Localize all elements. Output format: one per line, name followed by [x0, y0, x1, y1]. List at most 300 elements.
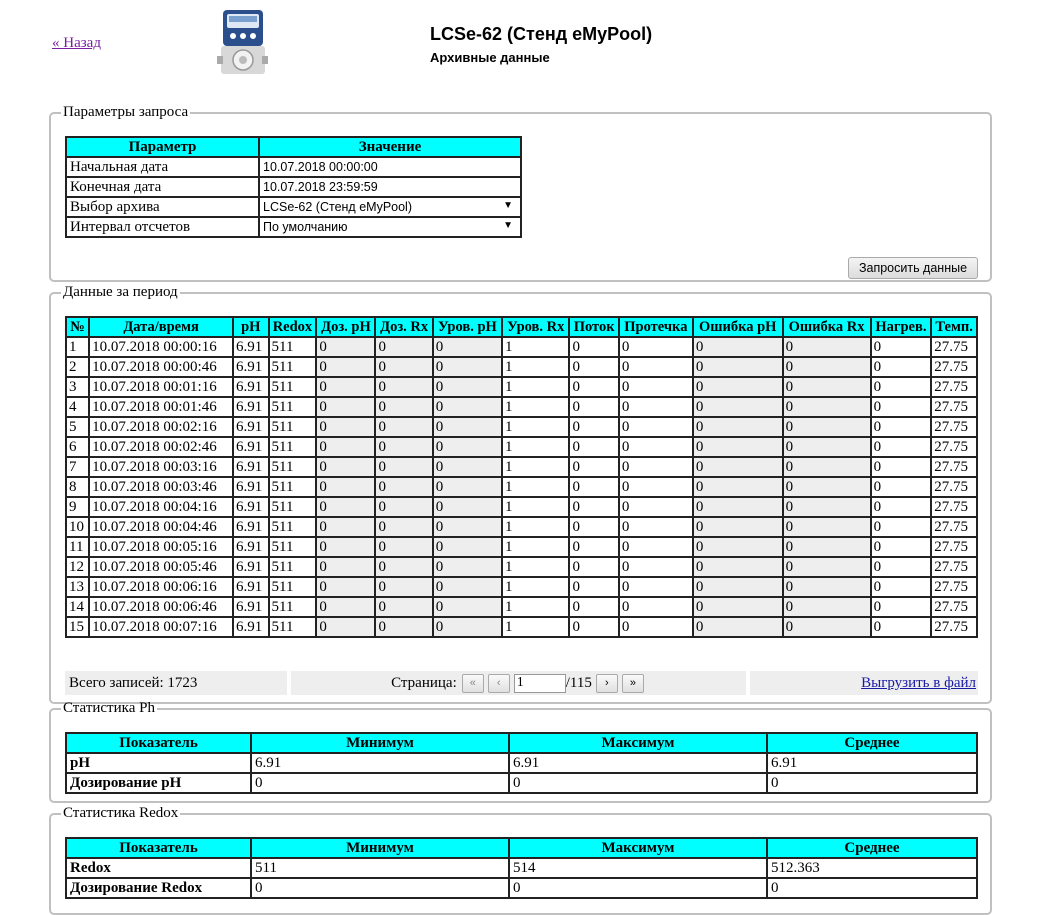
table-cell: 0 — [619, 477, 693, 497]
table-cell: 511 — [269, 517, 317, 537]
table-cell: 10.07.2018 00:07:16 — [89, 617, 233, 637]
first-page-button[interactable]: « — [462, 674, 484, 693]
table-cell: 0 — [871, 557, 932, 577]
table-cell: 0 — [693, 617, 783, 637]
table-cell: 0 — [619, 357, 693, 377]
table-cell: 0 — [619, 457, 693, 477]
column-header: Минимум — [251, 733, 509, 753]
table-cell: 0 — [375, 357, 432, 377]
table-cell: 0 — [433, 457, 502, 477]
table-cell: 6.91 — [233, 357, 269, 377]
table-cell: 0 — [316, 377, 375, 397]
table-cell: 1 — [502, 597, 569, 617]
table-cell: 1 — [502, 617, 569, 637]
table-row — [66, 537, 977, 557]
table-cell: 0 — [693, 417, 783, 437]
table-cell: 0 — [433, 437, 502, 457]
table-cell: 6.91 — [233, 517, 269, 537]
table-cell: 10.07.2018 00:03:46 — [89, 477, 233, 497]
table-cell: 6.91 — [233, 617, 269, 637]
select-value: LCSe-62 (Стенд eMyPool) — [263, 200, 412, 214]
dropdown-arrow-icon: ▼ — [503, 220, 513, 231]
table-cell: 0 — [871, 497, 932, 517]
table-row — [66, 337, 977, 357]
table-row — [66, 437, 977, 457]
page-number-input[interactable] — [514, 674, 566, 693]
table-row — [66, 377, 977, 397]
table-cell: 0 — [783, 437, 871, 457]
column-header: Среднее — [767, 733, 977, 753]
table-cell: 511 — [269, 597, 317, 617]
page-title: LCSe-62 (Стенд eMyPool) — [430, 24, 653, 44]
table-row — [66, 417, 977, 437]
export-file-link[interactable]: Выгрузить в файл — [861, 675, 976, 691]
table-cell: 10.07.2018 00:02:46 — [89, 437, 233, 457]
table-cell: 10.07.2018 00:05:16 — [89, 537, 233, 557]
column-header: Показатель — [66, 733, 251, 753]
table-cell: 0 — [375, 377, 432, 397]
table-cell: 0 — [619, 557, 693, 577]
table-cell: 511 — [269, 357, 317, 377]
table-cell: 0 — [767, 878, 977, 898]
table-cell: Redox — [66, 858, 251, 878]
table-cell: 0 — [433, 557, 502, 577]
ph-stats-panel — [49, 700, 992, 803]
table-cell: 27.75 — [931, 437, 977, 457]
table-cell: 10.07.2018 00:04:16 — [89, 497, 233, 517]
table-cell: 9 — [66, 497, 89, 517]
table-cell: 27.75 — [931, 377, 977, 397]
table-cell: 0 — [316, 577, 375, 597]
table-cell: 27.75 — [931, 397, 977, 417]
table-cell: 0 — [693, 517, 783, 537]
table-cell: 0 — [693, 357, 783, 377]
table-cell: 0 — [375, 577, 432, 597]
table-cell: 0 — [783, 617, 871, 637]
table-cell: 0 — [433, 497, 502, 517]
table-cell: 27.75 — [931, 477, 977, 497]
table-cell: 0 — [375, 417, 432, 437]
table-cell: 0 — [693, 537, 783, 557]
table-cell: 0 — [316, 457, 375, 477]
table-cell: 10.07.2018 00:01:16 — [89, 377, 233, 397]
table-cell: 511 — [269, 337, 317, 357]
table-cell: 27.75 — [931, 357, 977, 377]
table-cell: 0 — [783, 417, 871, 437]
table-cell: 13 — [66, 577, 89, 597]
column-header: Показатель — [66, 838, 251, 858]
table-cell: 1 — [502, 577, 569, 597]
table-cell: 0 — [375, 437, 432, 457]
table-cell: 0 — [375, 597, 432, 617]
table-cell: 10.07.2018 00:06:46 — [89, 597, 233, 617]
table-cell: 0 — [783, 577, 871, 597]
table-cell: 6.91 — [233, 477, 269, 497]
period-data-panel — [49, 284, 992, 704]
table-cell: 0 — [375, 517, 432, 537]
table-cell: 27.75 — [931, 517, 977, 537]
table-row — [66, 753, 977, 773]
table-cell: 511 — [269, 377, 317, 397]
table-cell: 0 — [619, 377, 693, 397]
table-cell: 6.91 — [509, 753, 767, 773]
table-row — [66, 517, 977, 537]
table-cell: 0 — [316, 357, 375, 377]
table-cell: 0 — [693, 437, 783, 457]
table-cell: 0 — [783, 377, 871, 397]
table-cell: 0 — [569, 497, 618, 517]
table-cell: 0 — [619, 397, 693, 417]
table-cell: 512.363 — [767, 858, 977, 878]
device-image — [215, 8, 270, 78]
table-cell: 0 — [619, 437, 693, 457]
table-cell: 6.91 — [233, 377, 269, 397]
table-cell: 10.07.2018 00:00:46 — [89, 357, 233, 377]
redox-stats-panel — [49, 805, 992, 915]
request-params-panel — [49, 104, 992, 282]
table-row — [66, 773, 977, 793]
table-cell: 6.91 — [767, 753, 977, 773]
table-cell: 0 — [375, 617, 432, 637]
back-link[interactable]: « Назад — [52, 35, 101, 51]
table-cell: 6.91 — [233, 537, 269, 557]
table-cell: 0 — [316, 597, 375, 617]
table-cell: 27.75 — [931, 617, 977, 637]
table-cell: 0 — [375, 337, 432, 357]
table-cell: 10.07.2018 00:03:16 — [89, 457, 233, 477]
column-header: Уров. pH — [433, 317, 502, 337]
table-cell: 0 — [693, 397, 783, 417]
select-value: По умолчанию — [263, 220, 348, 234]
last-page-button[interactable]: » — [622, 674, 644, 693]
total-records: Всего записей: 1723 — [65, 671, 287, 695]
table-cell: 8 — [66, 477, 89, 497]
param-label: Выбор архива — [66, 197, 259, 217]
table-cell: 0 — [316, 557, 375, 577]
table-cell: 6.91 — [233, 497, 269, 517]
table-row — [66, 577, 977, 597]
table-cell: 0 — [251, 878, 509, 898]
table-cell: 0 — [693, 377, 783, 397]
table-cell: 0 — [251, 773, 509, 793]
table-cell: 0 — [316, 477, 375, 497]
data-table — [65, 316, 978, 638]
table-cell: 0 — [316, 497, 375, 517]
page-subtitle: Архивные данные — [430, 50, 550, 65]
table-cell: 0 — [783, 337, 871, 357]
table-cell: 5 — [66, 417, 89, 437]
column-header: Параметр — [66, 137, 259, 157]
archive-select[interactable] — [259, 197, 521, 217]
table-cell: 0 — [433, 377, 502, 397]
table-cell: 27.75 — [931, 497, 977, 517]
table-cell: 6.91 — [233, 577, 269, 597]
table-cell: 1 — [502, 477, 569, 497]
params-table — [65, 136, 522, 238]
table-cell: 0 — [783, 477, 871, 497]
prev-page-button[interactable]: ‹ — [488, 674, 510, 693]
table-cell: 0 — [619, 497, 693, 517]
table-cell: 12 — [66, 557, 89, 577]
table-cell: 0 — [569, 597, 618, 617]
table-cell: 10.07.2018 00:05:46 — [89, 557, 233, 577]
table-cell: 0 — [316, 417, 375, 437]
table-cell: 6.91 — [233, 557, 269, 577]
table-cell: 27.75 — [931, 537, 977, 557]
table-cell: 0 — [569, 477, 618, 497]
panel-legend: Параметры запроса — [63, 104, 189, 120]
table-cell: 511 — [269, 557, 317, 577]
table-cell: 511 — [269, 457, 317, 477]
table-cell: 2 — [66, 357, 89, 377]
table-cell: 27.75 — [931, 577, 977, 597]
table-cell: 0 — [871, 357, 932, 377]
table-cell: 0 — [316, 397, 375, 417]
table-cell: 511 — [269, 437, 317, 457]
table-cell: 511 — [269, 497, 317, 517]
table-cell: 10.07.2018 00:01:46 — [89, 397, 233, 417]
table-cell: 10.07.2018 00:04:46 — [89, 517, 233, 537]
column-header: Протечка — [619, 317, 693, 337]
table-cell: 0 — [693, 497, 783, 517]
table-cell: 0 — [619, 597, 693, 617]
table-cell: 10 — [66, 517, 89, 537]
dropdown-arrow-icon: ▼ — [503, 200, 513, 211]
table-cell: 1 — [502, 537, 569, 557]
table-row — [66, 397, 977, 417]
table-cell: 0 — [433, 357, 502, 377]
table-cell: 14 — [66, 597, 89, 617]
table-cell: 511 — [251, 858, 509, 878]
table-cell: 0 — [871, 437, 932, 457]
table-cell: 0 — [569, 397, 618, 417]
table-cell: 511 — [269, 577, 317, 597]
table-cell: 0 — [619, 617, 693, 637]
table-row — [66, 858, 977, 878]
table-cell: 0 — [693, 577, 783, 597]
table-cell: 0 — [871, 597, 932, 617]
table-cell: 0 — [569, 437, 618, 457]
column-header: Поток — [569, 317, 618, 337]
table-cell: 511 — [269, 617, 317, 637]
table-cell: 0 — [375, 457, 432, 477]
table-cell: 0 — [783, 537, 871, 557]
table-cell: 6.91 — [233, 337, 269, 357]
table-cell: 511 — [269, 477, 317, 497]
table-cell: 1 — [502, 497, 569, 517]
table-row — [66, 617, 977, 637]
table-cell: 0 — [433, 597, 502, 617]
panel-legend: Статистика Ph — [63, 700, 155, 716]
column-header: Доз. Rx — [375, 317, 432, 337]
table-cell: 1 — [502, 417, 569, 437]
table-cell: 0 — [569, 517, 618, 537]
next-page-button[interactable]: › — [596, 674, 618, 693]
table-cell: 0 — [871, 537, 932, 557]
table-cell: 0 — [619, 577, 693, 597]
table-cell: 0 — [871, 417, 932, 437]
table-cell: 0 — [375, 557, 432, 577]
page-total: /115 — [565, 674, 592, 691]
table-cell: 0 — [569, 417, 618, 437]
table-cell: 0 — [783, 517, 871, 537]
ph-stats-table — [65, 732, 978, 794]
table-cell: 0 — [433, 337, 502, 357]
table-cell: Дозирование pH — [66, 773, 251, 793]
param-label: Начальная дата — [66, 157, 259, 177]
table-cell: 4 — [66, 397, 89, 417]
table-cell: 0 — [433, 417, 502, 437]
table-cell: 0 — [693, 457, 783, 477]
redox-stats-table — [65, 837, 978, 899]
table-cell: 6.91 — [233, 437, 269, 457]
column-header: Максимум — [509, 733, 767, 753]
table-cell: 0 — [375, 537, 432, 557]
table-cell: 0 — [316, 437, 375, 457]
table-row — [66, 557, 977, 577]
page-label: Страница: — [391, 674, 457, 691]
table-cell: 6.91 — [233, 417, 269, 437]
table-cell: 0 — [316, 517, 375, 537]
table-cell: 511 — [269, 417, 317, 437]
table-cell: 0 — [433, 477, 502, 497]
table-cell: 1 — [502, 377, 569, 397]
table-cell: 0 — [569, 577, 618, 597]
param-label: Интервал отсчетов — [66, 217, 259, 237]
table-cell: 511 — [269, 397, 317, 417]
table-cell: 0 — [693, 477, 783, 497]
table-cell: 10.07.2018 00:02:16 — [89, 417, 233, 437]
table-cell: 1 — [502, 337, 569, 357]
column-header: Нагрев. — [871, 317, 932, 337]
table-cell: 0 — [871, 577, 932, 597]
table-cell: 1 — [502, 357, 569, 377]
table-cell: 0 — [871, 517, 932, 537]
table-cell: 1 — [66, 337, 89, 357]
table-cell: 0 — [619, 517, 693, 537]
table-row — [66, 457, 977, 477]
param-label: Конечная дата — [66, 177, 259, 197]
table-cell: pH — [66, 753, 251, 773]
table-cell: 0 — [783, 597, 871, 617]
column-header: Минимум — [251, 838, 509, 858]
table-cell: 0 — [871, 377, 932, 397]
table-cell: 0 — [569, 617, 618, 637]
table-cell: 0 — [569, 357, 618, 377]
table-cell: 0 — [433, 537, 502, 557]
table-row — [66, 217, 521, 237]
table-cell: 0 — [375, 477, 432, 497]
table-cell: 10.07.2018 00:06:16 — [89, 577, 233, 597]
column-header: Redox — [269, 317, 317, 337]
pagination-bar — [65, 671, 978, 695]
table-cell: 0 — [871, 457, 932, 477]
table-cell: 6.91 — [251, 753, 509, 773]
table-cell: 6.91 — [233, 397, 269, 417]
table-cell: 27.75 — [931, 417, 977, 437]
table-cell: 1 — [502, 437, 569, 457]
column-header: Значение — [259, 137, 521, 157]
column-header: Максимум — [509, 838, 767, 858]
table-row — [66, 177, 521, 197]
table-cell: 1 — [502, 397, 569, 417]
column-header: pH — [233, 317, 269, 337]
column-header: Ошибка pH — [693, 317, 783, 337]
table-cell: Дозирование Redox — [66, 878, 251, 898]
table-cell: 0 — [375, 497, 432, 517]
table-cell: 6.91 — [233, 597, 269, 617]
table-row — [66, 357, 977, 377]
table-cell: 10.07.2018 00:00:16 — [89, 337, 233, 357]
table-cell: 0 — [619, 417, 693, 437]
end-date-input[interactable]: 10.07.2018 23:59:59 — [259, 177, 521, 197]
table-cell: 0 — [767, 773, 977, 793]
table-cell: 0 — [871, 477, 932, 497]
table-cell: 0 — [693, 557, 783, 577]
table-cell: 514 — [509, 858, 767, 878]
table-cell: 0 — [783, 457, 871, 477]
table-cell: 6 — [66, 437, 89, 457]
table-cell: 0 — [693, 337, 783, 357]
table-cell: 0 — [375, 397, 432, 417]
table-cell: 0 — [569, 457, 618, 477]
table-cell: 0 — [871, 617, 932, 637]
table-cell: 0 — [509, 878, 767, 898]
start-date-input[interactable]: 10.07.2018 00:00:00 — [259, 157, 521, 177]
table-cell: 0 — [783, 497, 871, 517]
panel-legend: Статистика Redox — [63, 805, 179, 821]
table-cell: 0 — [433, 617, 502, 637]
table-cell: 0 — [509, 773, 767, 793]
table-cell: 0 — [433, 397, 502, 417]
table-cell: 15 — [66, 617, 89, 637]
table-row — [66, 497, 977, 517]
table-cell: 6.91 — [233, 457, 269, 477]
table-row — [66, 157, 521, 177]
column-header: Доз. pH — [316, 317, 375, 337]
column-header: Уров. Rx — [502, 317, 569, 337]
interval-select[interactable] — [259, 217, 521, 237]
table-row — [66, 878, 977, 898]
column-header: Ошибка Rx — [783, 317, 871, 337]
table-cell: 1 — [502, 457, 569, 477]
table-row — [66, 477, 977, 497]
table-cell: 0 — [783, 557, 871, 577]
table-cell: 27.75 — [931, 597, 977, 617]
table-cell: 0 — [433, 577, 502, 597]
column-header: Среднее — [767, 838, 977, 858]
table-cell: 0 — [433, 517, 502, 537]
table-cell: 511 — [269, 537, 317, 557]
table-cell: 0 — [569, 377, 618, 397]
table-cell: 0 — [783, 357, 871, 377]
table-row — [66, 597, 977, 617]
table-cell: 0 — [693, 597, 783, 617]
table-cell: 0 — [619, 337, 693, 357]
request-data-button[interactable]: Запросить данные — [848, 257, 978, 279]
column-header: Дата/время — [89, 317, 233, 337]
table-cell: 0 — [569, 537, 618, 557]
table-cell: 0 — [619, 537, 693, 557]
table-cell: 0 — [783, 397, 871, 417]
column-header: Темп. — [931, 317, 977, 337]
table-cell: 0 — [316, 337, 375, 357]
table-cell: 0 — [871, 337, 932, 357]
table-cell: 0 — [316, 537, 375, 557]
table-row — [66, 197, 521, 217]
table-cell: 3 — [66, 377, 89, 397]
table-cell: 1 — [502, 517, 569, 537]
